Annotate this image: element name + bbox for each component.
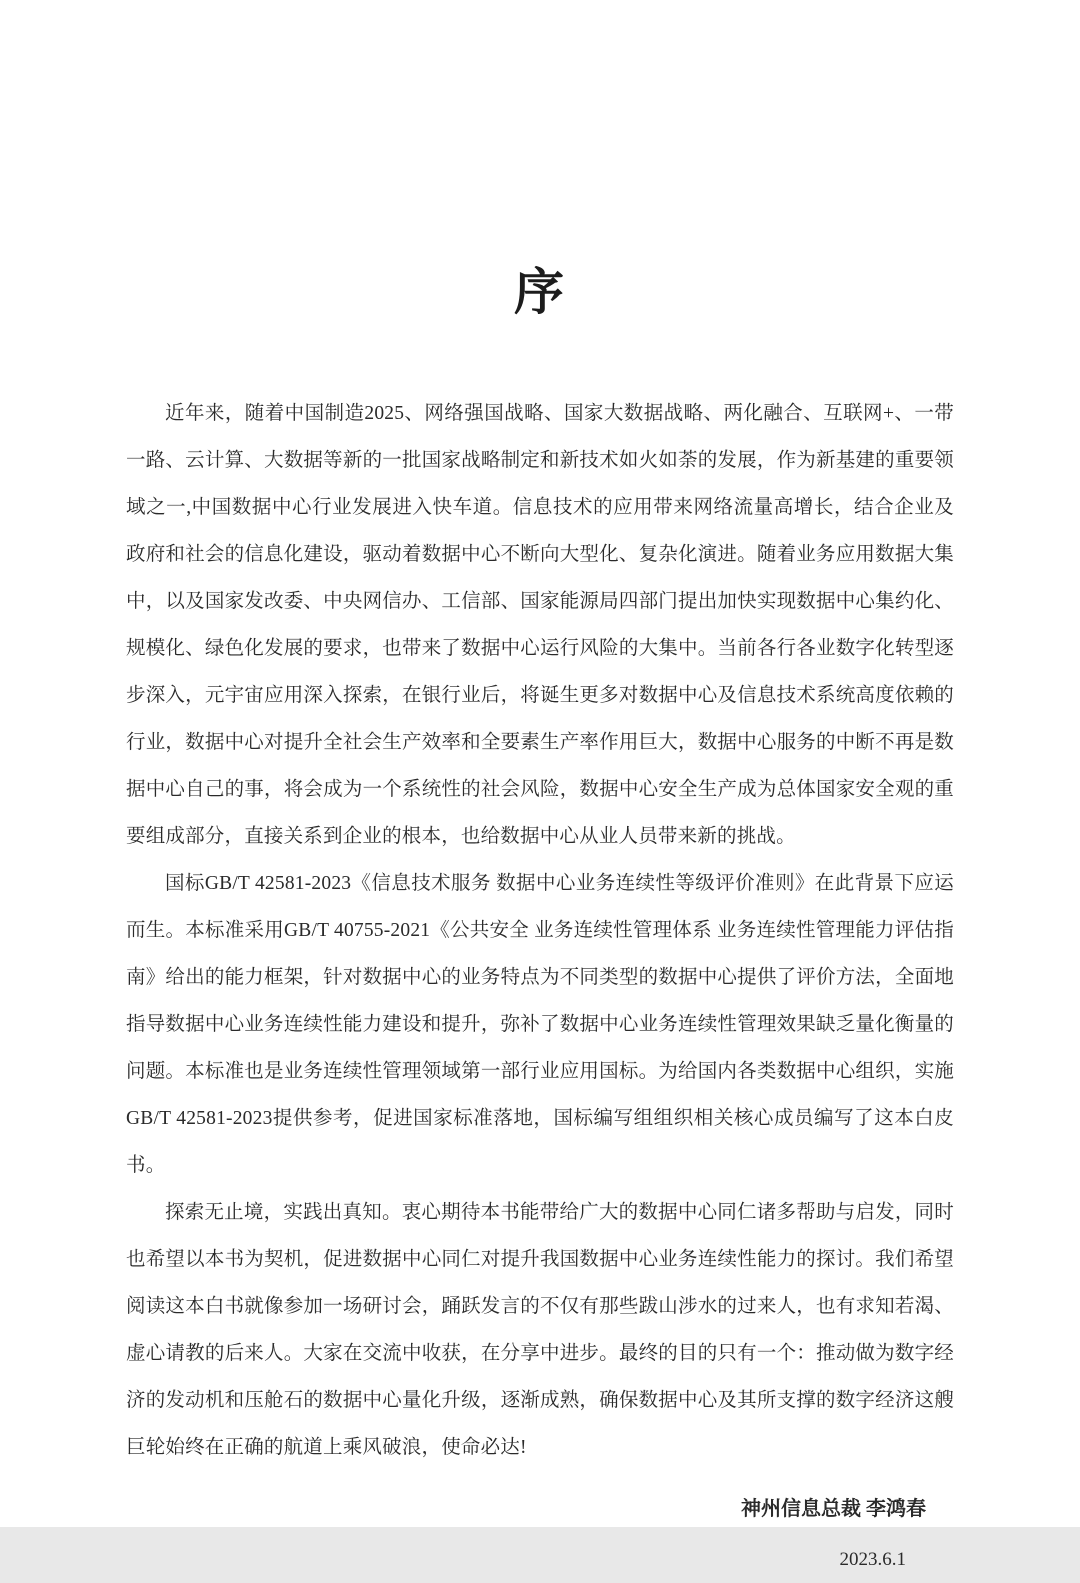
signature-block bbox=[126, 1489, 954, 1583]
page-title: 序 bbox=[514, 264, 566, 320]
signature-date: 2023.6.1 bbox=[839, 1549, 906, 1570]
paragraph-1: 近年来，随着中国制造2025、网络强国战略、国家大数据战略、两化融合、互联网+、一带一路、云计算、大数据等新的一批国家战略制定和新技术如火如荼的发展，作为新基建的重要领域之一,中国数据中心行业发展进入快车道。信息技术的应用带来网络流量高增长，结合企业及政府和社会的信息化建设，驱动着数据中心不断向大型化、复杂化演进。随着业务应用数据大集中，以及国家发改委、中央网信办、工信部、国家能源局四部门提出加快实现数据中心集约化、规模化、绿色化发展的要求，也带来了数据中心运行风险的大集中。当前各行各业数字化转型逐步深入，元宇宙应用深入探索，在银行业后，将诞生更多对数据中心及信息技术系统高度依赖的行业，数据中心对提升全社会生产效率和全要素生产率作用巨大，数据中心服务的中断不再是数据中心自己的事，将会成为一个系统性的社会风险，数据中心安全生产成为总体国家安全观的重要组成部分，直接关系到企业的根本，也给数据中心从业人员带来新的挑战。 bbox=[126, 403, 954, 847]
paragraph-2: 国标GB/T 42581-2023《信息技术服务 数据中心业务连续性等级评价准则》在此背景下应运而生。本标准采用GB/T 40755-2021《公共安全 业务连续性管理体系 业务连续性管理能力评估指南》给出的能力框架，针对数据中心的业务特点为不同类型的数据中心提供了评价方法，全面地指导数据中心业务连续性能力建设和提升，弥补了数据中心业务连续性管理效果缺乏量化衡量的问题。本标准也是业务连续性管理领域第一部行业应用国标。为给国内各类数据中心组织，实施GB/T 42581-2023提供参考，促进国家标准落地，国标编写组组织相关核心成员编写了这本白皮书。 bbox=[126, 873, 954, 1176]
signature-name: 神州信息总裁 李鸿春 bbox=[741, 1498, 926, 1520]
preface-body bbox=[126, 390, 954, 1471]
paragraph-3: 探索无止境，实践出真知。衷心期待本书能带给广大的数据中心同仁诸多帮助与启发，同时也希望以本书为契机，促进数据中心同仁对提升我国数据中心业务连续性能力的探讨。我们希望阅读这本白书就像参加一场研讨会，踊跃发言的不仅有那些跋山涉水的过来人，也有求知若渴、虚心请教的后来人。大家在交流中收获，在分享中进步。最终的目的只有一个：推动做为数字经济的发动机和压舱石的数据中心量化升级，逐渐成熟，确保数据中心及其所支撑的数字经济这艘巨轮始终在正确的航道上乘风破浪，使命必达! bbox=[126, 1202, 954, 1458]
